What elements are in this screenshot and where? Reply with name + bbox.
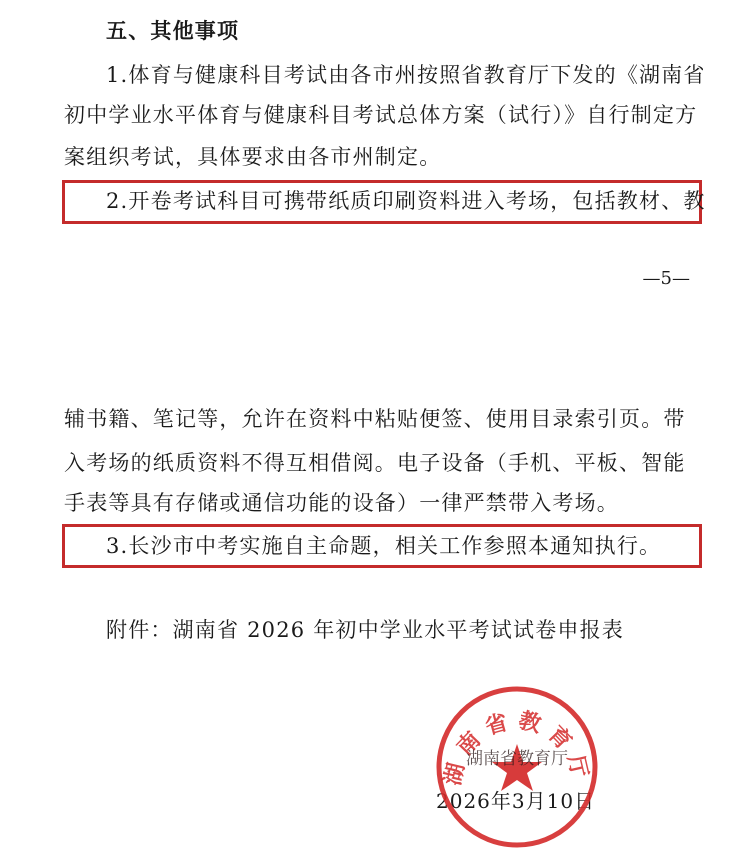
- item2-line3: 入考场的纸质资料不得互相借阅。电子设备（手机、平板、智能: [64, 451, 686, 475]
- section-heading: 五、其他事项: [106, 18, 240, 43]
- item1-line1: 1.体育与健康科目考试由各市州按照省教育厅下发的《湖南省: [106, 63, 706, 87]
- date-line: 2026年3月10日: [436, 789, 596, 813]
- item2-line1: 2.开卷考试科目可携带纸质印刷资料进入考场，包括教材、教: [106, 189, 706, 213]
- item2-line4: 手表等具有存储或通信功能的设备）一律严禁带入考场。: [64, 491, 619, 515]
- page-number: —5—: [642, 268, 690, 289]
- seal-center-text: 湖南省教育厅: [466, 749, 568, 769]
- item1-line3: 案组织考试，具体要求由各市州制定。: [64, 145, 442, 169]
- seal-arc-text: 湖南省教育厅: [440, 708, 594, 788]
- official-seal: [432, 682, 602, 852]
- item3-line1: 3.长沙市中考实施自主命题，相关工作参照本通知执行。: [106, 534, 662, 558]
- item1-line2: 初中学业水平体育与健康科目考试总体方案（试行）》自行制定方: [64, 103, 698, 127]
- attachment-line: 附件：湖南省 2026 年初中学业水平考试试卷申报表: [106, 618, 624, 642]
- item2-line2: 辅书籍、笔记等，允许在资料中粘贴便签、使用目录索引页。带: [64, 407, 686, 431]
